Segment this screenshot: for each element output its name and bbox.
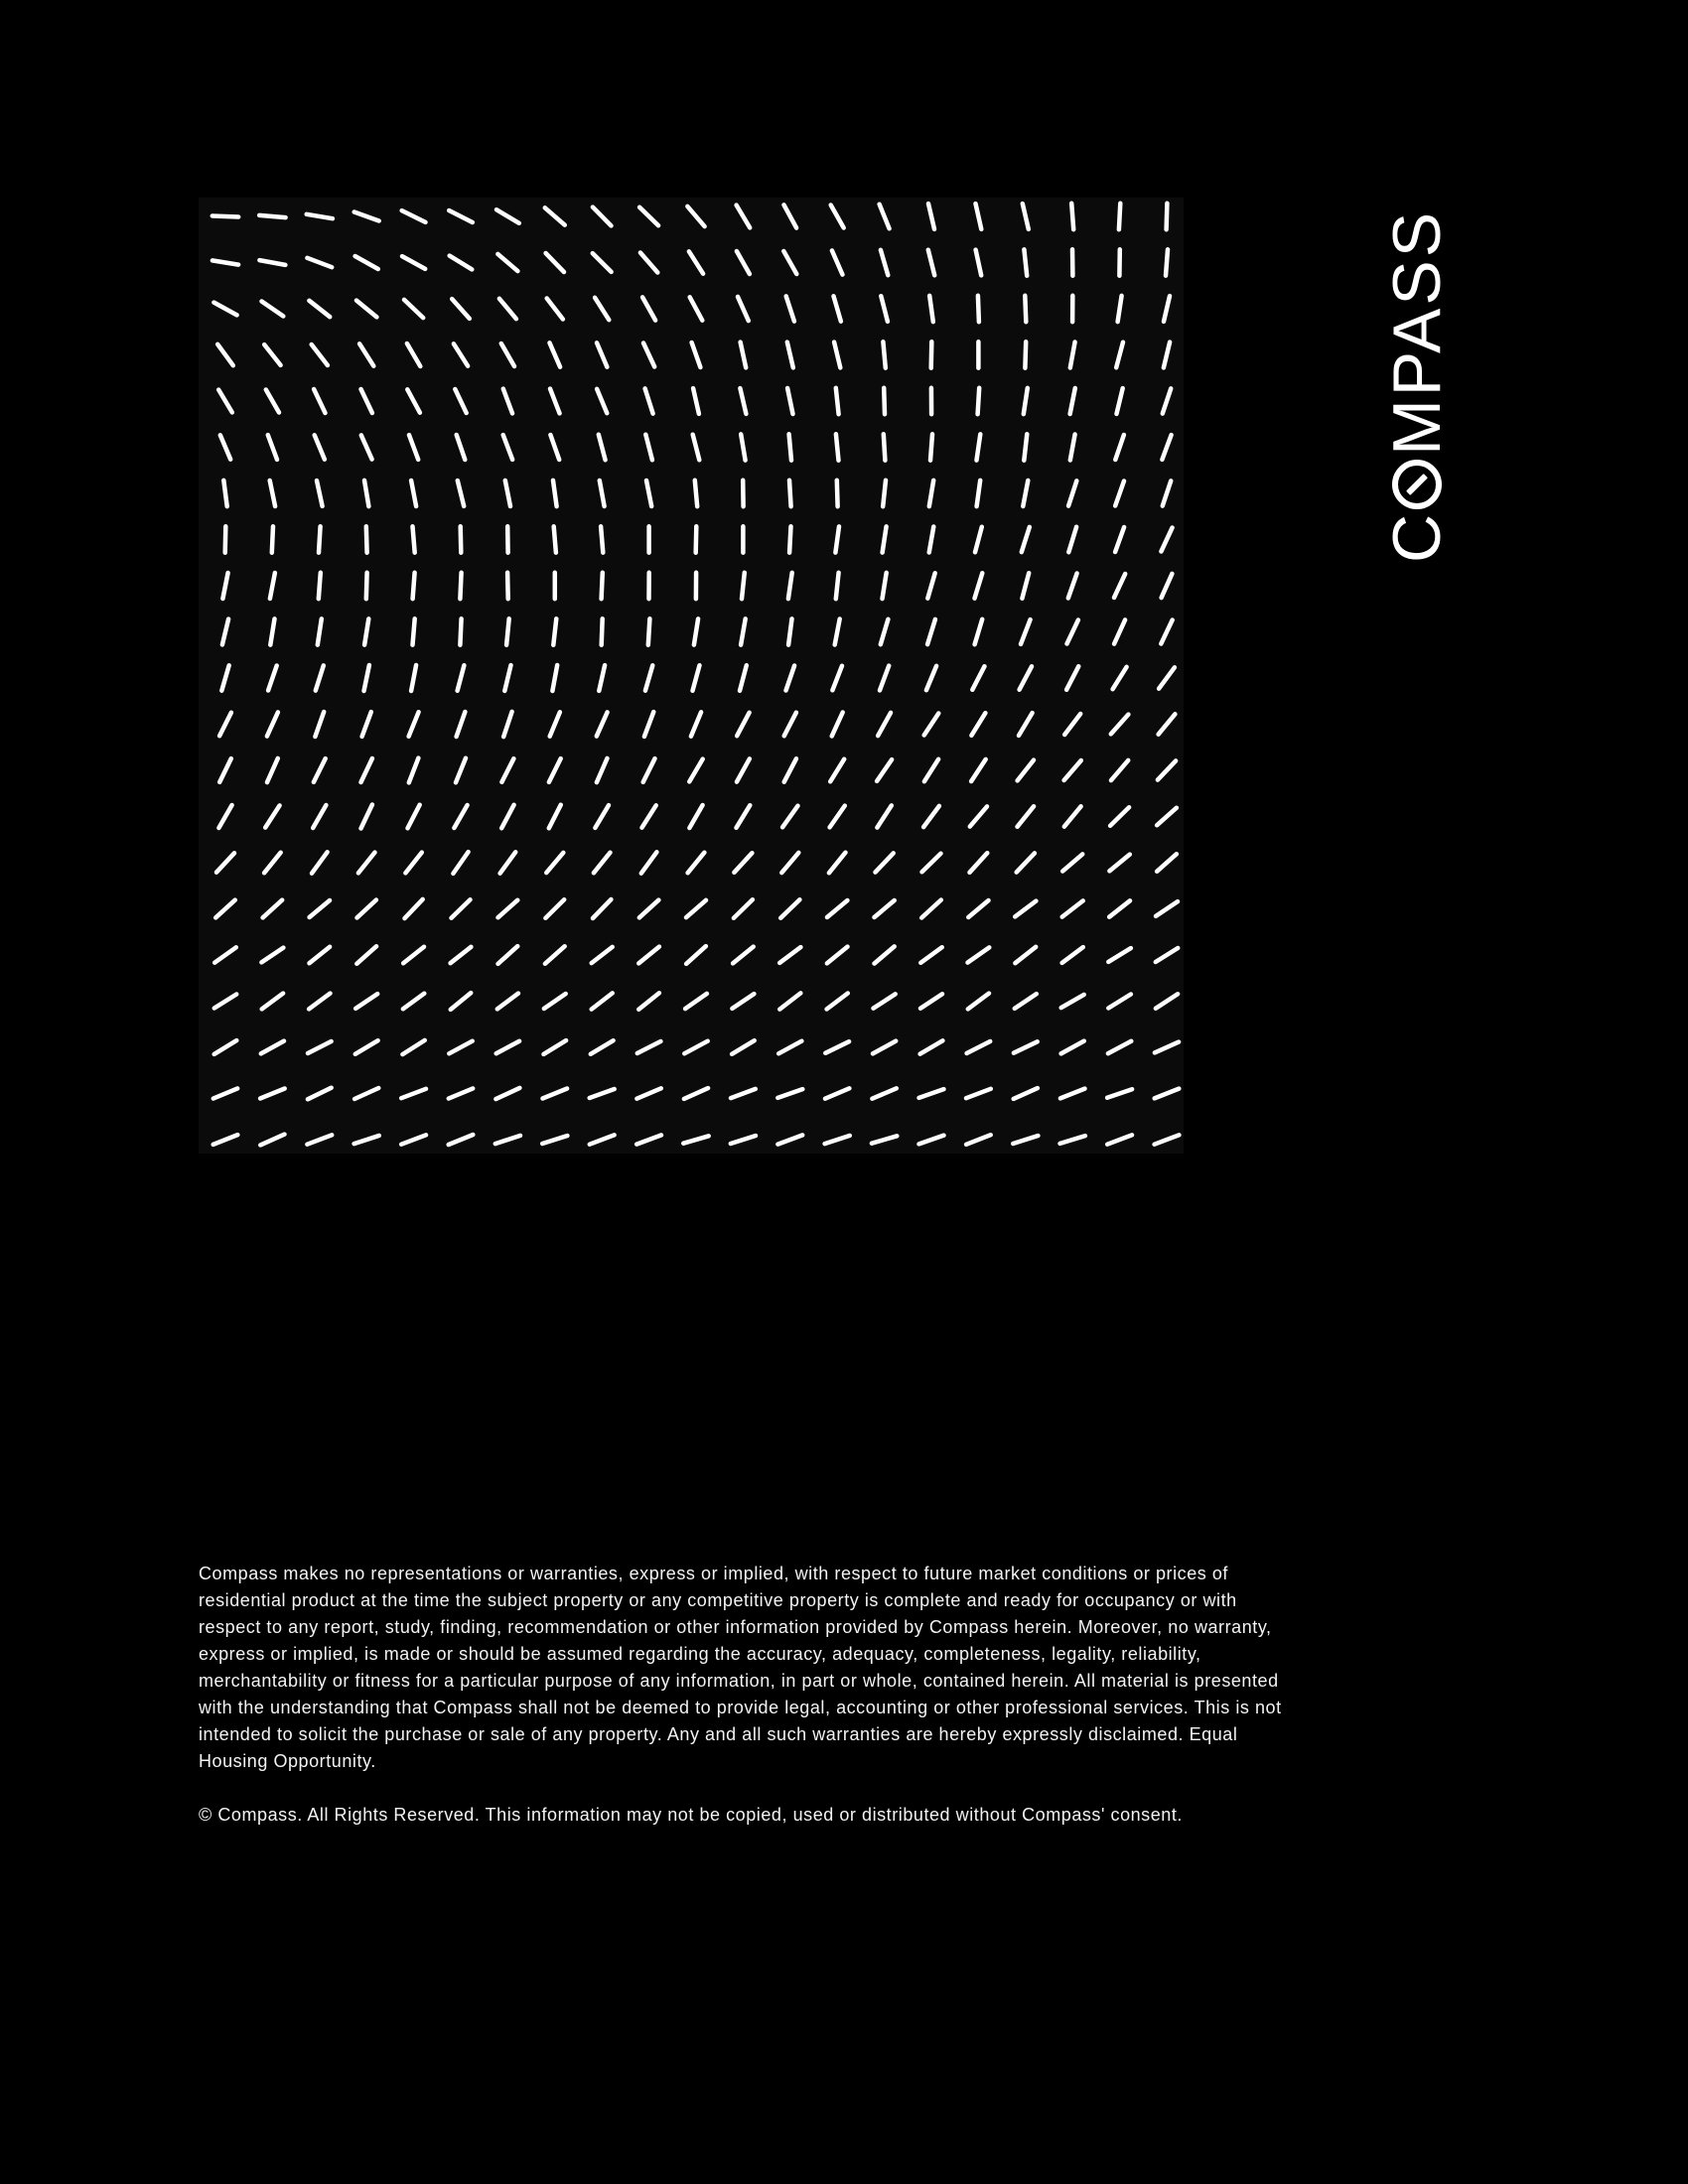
disclaimer-line: merchantability or fitness for a particular purpose of any information, in part or whole, contained herein. All material is presented: [199, 1671, 1279, 1691]
disclaimer-line: Compass makes no representations or warranties, express or implied, with respect to future market conditions or prices of: [199, 1564, 1228, 1583]
disclaimer-line: Housing Opportunity.: [199, 1751, 376, 1771]
logo-letters-mpass: MPASS: [1378, 208, 1455, 456]
flow-field-artwork: [199, 198, 1184, 1154]
logo-letter-c: C: [1378, 510, 1455, 563]
disclaimer-line: residential product at the time the subject property or any competitive property is complete and ready for occupancy or with: [199, 1590, 1237, 1610]
disclaimer-line: express or implied, is made or should be assumed regarding the accuracy, adequacy, completeness, legality, reliability,: [199, 1644, 1201, 1664]
compass-logo: [1378, 201, 1455, 563]
disclaimer-line: intended to solicit the purchase or sale of any property. Any and all such warranties are hereby expressly disclaimed. Equal: [199, 1724, 1238, 1744]
logo-slashed-o-icon: [1392, 460, 1442, 509]
disclaimer-line: with the understanding that Compass shall not be deemed to provide legal, accounting or other professional services. This is not: [199, 1698, 1282, 1717]
compass-needle-icon: [1406, 474, 1428, 495]
legal-text-block: [199, 1561, 1282, 1829]
flow-field-svg: [199, 198, 1184, 1154]
disclaimer-line: respect to any report, study, finding, recommendation or other information provided by Compass herein. Moreover, no warranty,: [199, 1617, 1272, 1637]
copyright-text: © Compass. All Rights Reserved. This information may not be copied, used or distributed without Compass' consent.: [199, 1805, 1183, 1825]
compass-wordmark: [1378, 201, 1455, 563]
